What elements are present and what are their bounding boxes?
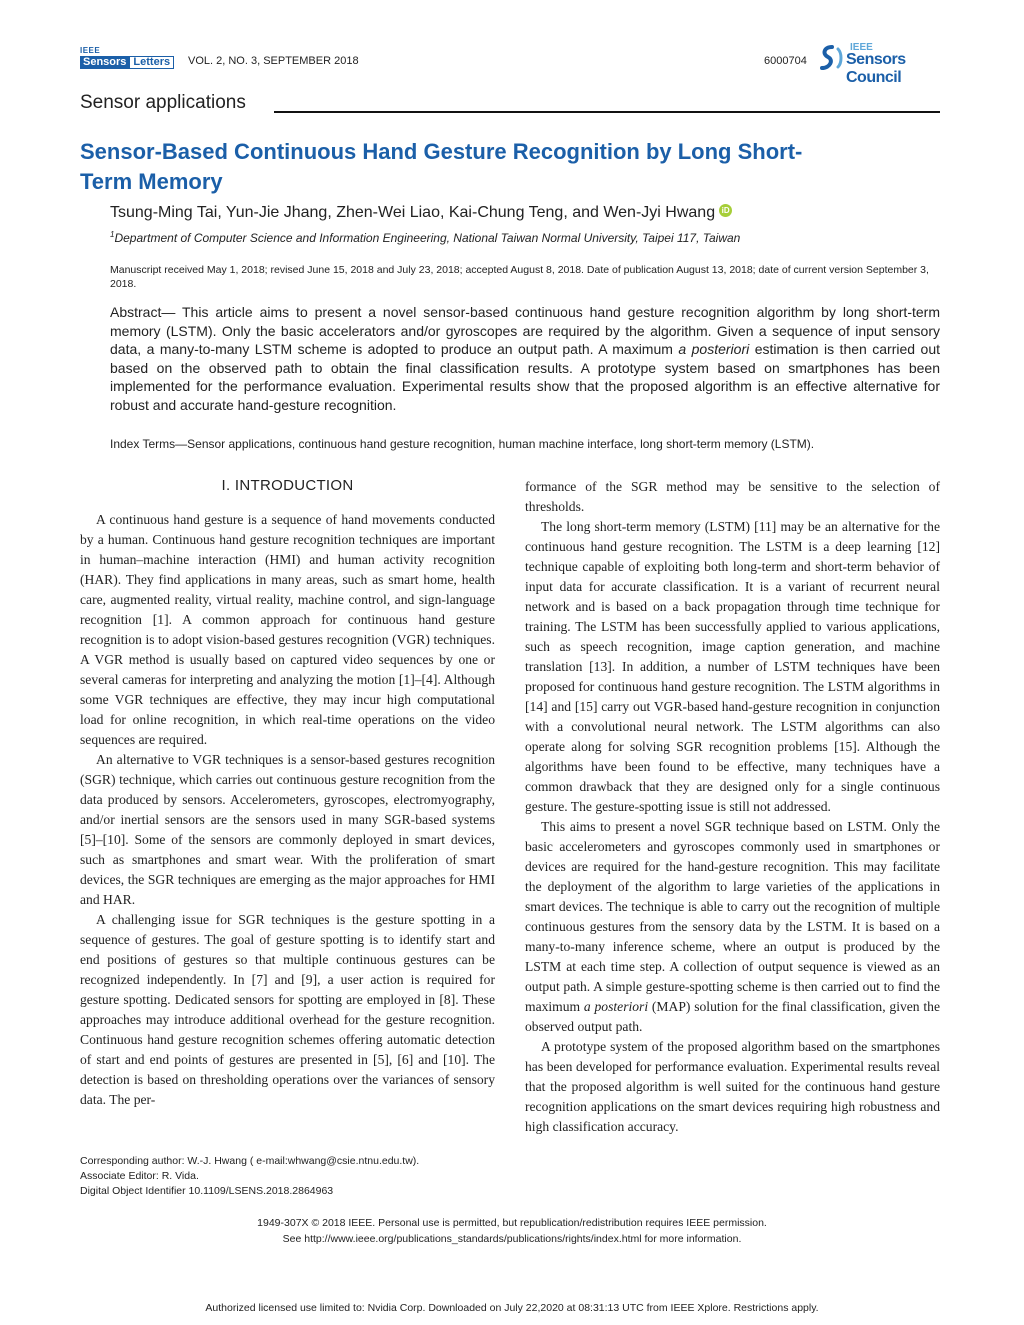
paragraph-5-text-2: (MAP) solution for the final classification, given the observed output path. [525, 999, 940, 1034]
intro-paragraph-4: The long short-term memory (LSTM) [11] may be an alternative for the continuous hand gesture recognition. The LSTM is a deep learning [12] technique capable of exploiting both long-term and short-term behavior of input data for accurate classification. It is a variant of recurrent neural network and is based on a back propagation through time technique for training. The LSTM has been successfully applied to various applications, such as speech recognition, image caption generation, and machine translation [13]. In addition, a number of LSTM techniques have been proposed for continuous hand gesture recognition. The LSTM algorithms in [14] and [15] carry out VGR-based hand-gesture recognition in conjunction with a convolutional neural network. The LSTM algorithms can also operate along for solving SGR recognition problems [15]. Although the algorithms have been found to be effective, many techniques have a common drawback that they are designed only for a single continuous gesture. The gesture-spotting issue is still not addressed. [525, 519, 940, 814]
sensors-council-logo [818, 42, 942, 86]
index-terms: Index Terms—Sensor applications, continuous hand gesture recognition, human machine interface, long short-term memory (LSTM). [110, 437, 815, 451]
section-label: Sensor applications [80, 92, 246, 113]
paragraph-5-italic: a posteriori [583, 999, 649, 1014]
introduction-heading: I. INTRODUCTION [221, 477, 354, 494]
council-name-text: Sensors Council [846, 51, 906, 86]
document-number: 6000704 [764, 55, 807, 67]
affiliation-mark: 1 [110, 230, 115, 239]
affiliation [110, 230, 740, 245]
left-column [80, 510, 495, 1110]
council-ieee-text: IEEE [850, 42, 873, 53]
logo-letters-text: Letters [129, 56, 174, 69]
intro-paragraph-2: An alternative to VGR techniques is a sensor-based gestures recognition (SGR) technique, which carries out continuous gesture recognition from the data produced by sensors. Accelerometers, gyroscopes, electromyography, and/or inertial sensors are the sensors used in many SGR-based systems [5]–[10]. Some of the sensors are commonly deployed in smart devices, such as smartphones and smart wear. With the proliferation of smart devices, the SGR techniques are emerging as the major approaches for HMI and HAR. [80, 752, 495, 907]
abstract-italic: a posteriori [678, 341, 750, 357]
logo-sensors-text: Sensors [80, 56, 129, 69]
intro-paragraph-6: A prototype system of the proposed algorithm based on the smartphones has been developed for performance evaluation. Experimental results reveal that the proposed algorithm is well suited for the continuous hand gesture recognition applications on the smart devices requiring high robustness and high classification accuracy. [525, 1039, 940, 1134]
abstract [110, 303, 940, 414]
paragraph-5-text-1: This aims to present a novel SGR technique based on LSTM. Only the basic accelerometers and gyroscopes commonly used in smartphones or devices are required for the hand-gesture recognition. This may facilitate the deployment of the algorithm to large varieties of the applications in smart devices. The technique is able to carry out the recognition of multiple continuous gestures from the sensory data by the LSTM. It is based on a many-to-many inference scheme, where an output is produced by the LSTM at each time step. A collection of output sequence is viewed as an output path. A simple gesture-spotting scheme is then carried out to find the maximum [525, 819, 940, 1014]
right-column [525, 477, 940, 1137]
abstract-label: Abstract— [110, 304, 176, 320]
associate-editor: Associate Editor: R. Vida. [80, 1170, 199, 1182]
authors-text: Tsung-Ming Tai, Yun-Jie Jhang, Zhen-Wei Liao, Kai-Chung Teng, and Wen-Jyi Hwang [110, 204, 716, 221]
corresponding-author: Corresponding author: W.-J. Hwang ( e-mail:whwang@csie.ntnu.edu.tw). [80, 1155, 420, 1167]
sensors-letters-logo [80, 46, 181, 70]
logo-ieee-text: IEEE [80, 46, 101, 55]
intro-paragraph-3: A challenging issue for SGR techniques is the gesture spotting in a sequence of gestures. The goal of gesture spotting is to identify start and end positions of gestures so that multiple continuous gestures can be recognized independently. In [7] and [9], a user action is required for gesture spotting. Dedicated sensors for spotting are employed in [8]. These approaches may introduce additional overhead for the gesture recognition. Continuous hand gesture recognition schemes offering automatic detection of start and end points of gestures are presented in [5], [6] and [10]. The detection is based on thresholding operations over the variances of sensory data. The per- [80, 912, 495, 1107]
volume-info: VOL. 2, NO. 3, SEPTEMBER 2018 [188, 55, 359, 67]
license-notice: Authorized licensed use limited to: Nvidia Corp. Downloaded on July 22,2020 at 08:31:13 UTC from IEEE Xplore. Restrictions apply. [205, 1302, 819, 1314]
orcid-icon[interactable]: iD [719, 204, 732, 217]
abstract-text-1: This article aims to present a novel sensor-based continuous hand gesture recognition algorithm by long short-term memory (LSTM). Only the basic accelerators and/or gyroscopes are required by the algorithm. Given a sequence of input sensory data, a many-to-many LSTM scheme is adopted to produce an output path. A maximum [110, 304, 940, 357]
intro-paragraph-continued: formance of the SGR method may be sensitive to the selection of thresholds. [525, 479, 940, 514]
manuscript-dates: Manuscript received May 1, 2018; revised June 15, 2018 and July 23, 2018; accepted August 8, 2018. Date of publication August 13, 2018; date of current version September 3, 2018. [110, 264, 929, 290]
abstract-text-2: estimation is then carried out based on the observed path to obtain the final classification results. A prototype system based on smartphones has been implemented for the performance evaluation. Experimental results show that the proposed algorithm is an effective alternative for robust and accurate hand-gesture recognition. [110, 341, 940, 413]
intro-paragraph-5 [525, 817, 940, 1037]
paper-title: Sensor-Based Continuous Hand Gesture Recognition by Long Short-Term Memory [80, 139, 803, 194]
copyright-line-1: 1949-307X © 2018 IEEE. Personal use is permitted, but republication/redistribution requires IEEE permission. [257, 1217, 767, 1229]
section-divider [274, 111, 940, 113]
copyright-line-2: See http://www.ieee.org/publications_standards/publications/rights/index.html for more information. [282, 1233, 742, 1245]
sensors-council-swoosh-icon [818, 44, 846, 72]
copyright-notice [0, 1215, 1024, 1247]
intro-paragraph-1: A continuous hand gesture is a sequence of hand movements conducted by a human. Continuous hand gesture recognition techniques are important in human–machine interaction (HMI) and human activity recognition (HAR). They find applications in many areas, such as smart home, health care, augmented reality, virtual reality, machine control, and sign-language recognition [1]. A common approach for continuous hand gesture recognition is to adopt vision-based gestures recognition (VGR) techniques. A VGR method is usually based on captured video sequences by one or several cameras for interpreting and analyzing the motion [1]–[4]. Although some VGR techniques are effective, they may incur high computational load for online recognition, in which real-time operations on the video sequences are required. [80, 512, 495, 747]
doi: Digital Object Identifier 10.1109/LSENS.2018.2864963 [80, 1185, 334, 1197]
affiliation-text: Department of Computer Science and Information Engineering, National Taiwan Normal University, Taipei 117, Taiwan [114, 231, 741, 245]
footnote [80, 1154, 419, 1199]
author-list [110, 204, 732, 222]
